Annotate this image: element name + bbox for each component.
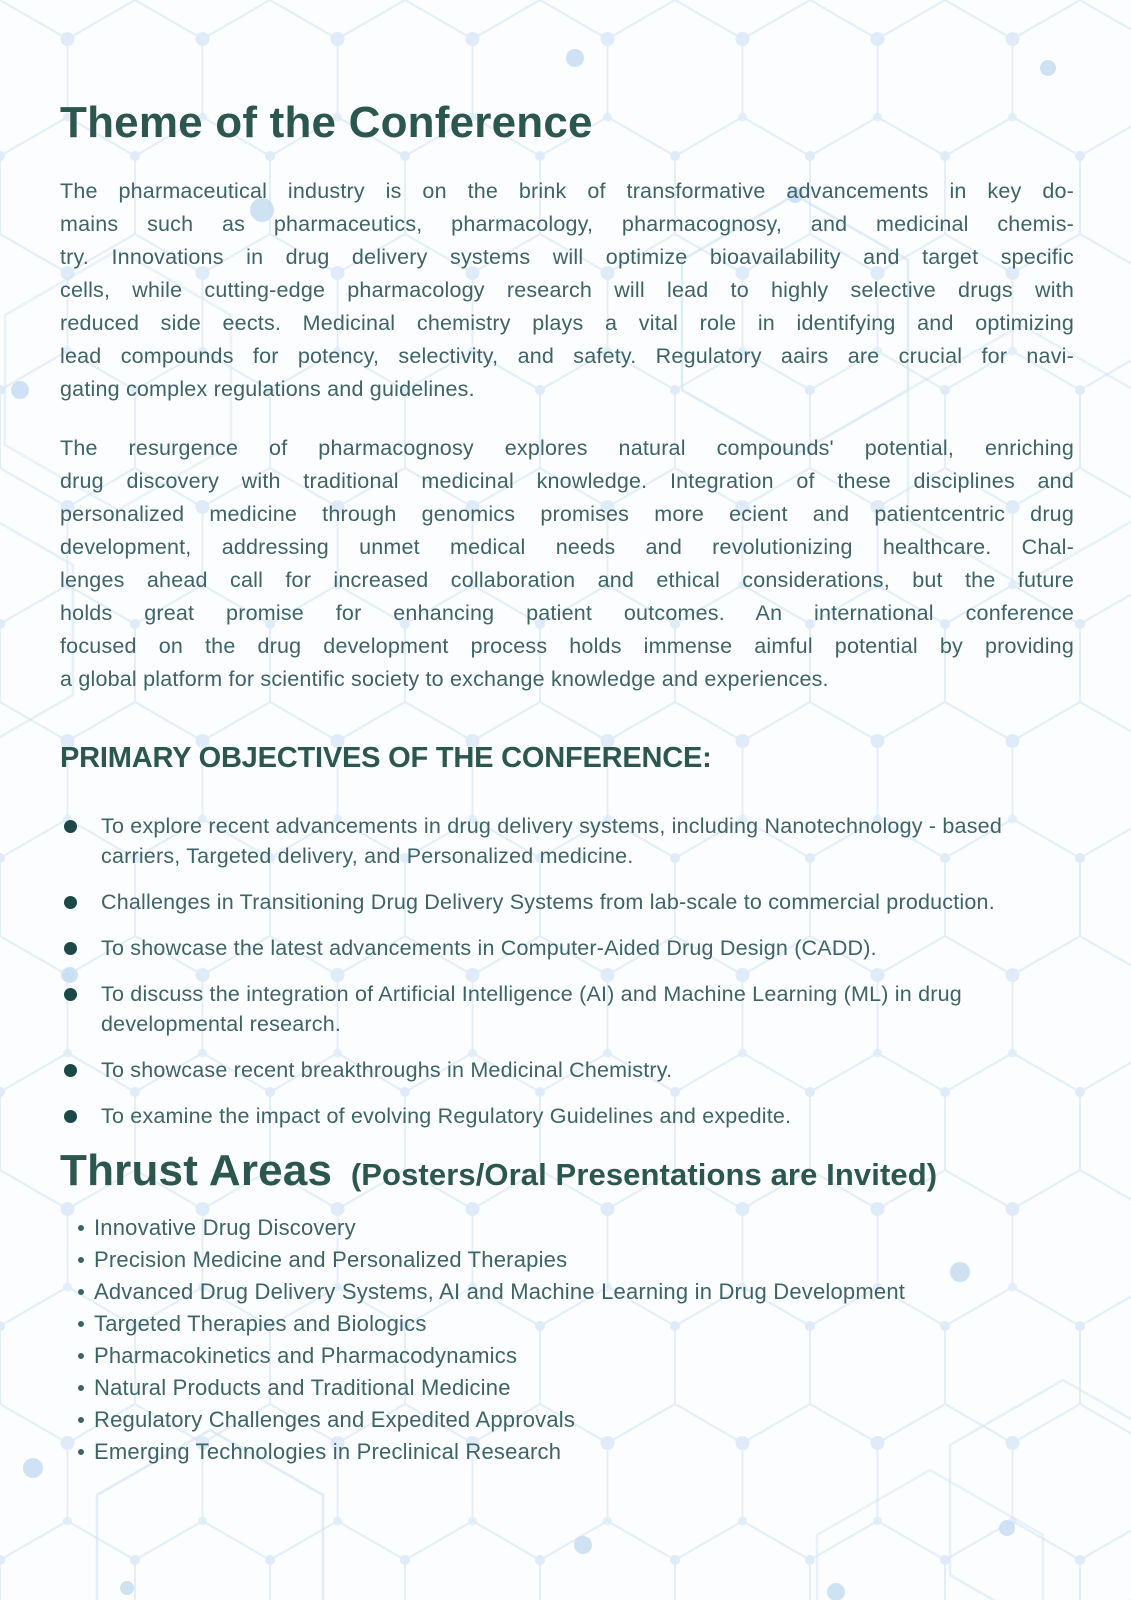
bullet-dot-icon (64, 942, 77, 955)
paragraph-line: drug discovery with traditional medicinal knowledge. Integration of these disciplines and (60, 469, 1074, 494)
primary-objectives-heading: PRIMARY OBJECTIVES OF THE CONFERENCE: (60, 742, 712, 775)
objective-text: Challenges in Transitioning Drug Delivery Systems from lab-scale to commercial production. (101, 890, 995, 915)
paragraph-line: lenges ahead call for increased collaboration and ethical considerations, but the future (60, 568, 1074, 593)
bullet-dot-icon (64, 1110, 77, 1123)
bullet-dot-icon (64, 896, 77, 909)
paragraph-line: The resurgence of pharmacognosy explores natural compounds' potential, enriching (60, 436, 1074, 461)
paragraph-line: lead compounds for potency, selectivity, and safety. Regulatory aairs are crucial for navi- (60, 344, 1074, 369)
thrust-areas-list (60, 1212, 1074, 1468)
paragraph-line: personalized medicine through genomics promises more ecient and patientcentric drug (60, 502, 1074, 527)
paragraph-line: cells, while cutting-edge pharmacology research will lead to highly selective drugs with (60, 278, 1074, 303)
thrust-area-item (78, 1276, 1074, 1308)
bullet-icon (78, 1257, 84, 1263)
bullet-icon (78, 1225, 84, 1231)
objective-text: To showcase the latest advancements in Computer-Aided Drug Design (CADD). (101, 936, 877, 961)
intro-paragraph-2 (60, 432, 1074, 696)
thrust-area-text: Regulatory Challenges and Expedited Approvals (94, 1406, 576, 1432)
thrust-area-item (78, 1244, 1074, 1276)
paragraph-line: gating complex regulations and guidelines. (60, 377, 475, 402)
thrust-area-item (78, 1212, 1074, 1244)
thrust-area-item (78, 1436, 1074, 1468)
thrust-area-item (78, 1308, 1074, 1340)
thrust-area-text: Emerging Technologies in Preclinical Research (94, 1438, 562, 1464)
thrust-area-item (78, 1340, 1074, 1372)
objective-text: To showcase recent breakthroughs in Medicinal Chemistry. (101, 1058, 673, 1083)
thrust-area-item (78, 1404, 1074, 1436)
paragraph-line: holds great promise for enhancing patient outcomes. An international conference (60, 601, 1074, 626)
thrust-areas-title: Thrust Areas (60, 1146, 333, 1196)
bullet-icon (78, 1321, 84, 1327)
bullet-icon (78, 1385, 84, 1391)
paragraph-line: a global platform for scientific society to exchange knowledge and experiences. (60, 667, 829, 692)
bullet-dot-icon (64, 820, 77, 833)
paragraph-line: The pharmaceutical industry is on the brink of transformative advancements in key do- (60, 179, 1074, 204)
bullet-icon (78, 1449, 84, 1455)
objective-text: To explore recent advancements in drug delivery systems, including Nanotechnology - based carriers, Targeted delivery, and Personalized medicine. (101, 814, 1002, 869)
thrust-area-text: Natural Products and Traditional Medicine (94, 1374, 511, 1400)
objective-text: To examine the impact of evolving Regulatory Guidelines and expedite. (101, 1104, 792, 1129)
thrust-areas-heading (60, 1147, 1074, 1195)
objective-item (60, 887, 1074, 917)
bullet-icon (78, 1289, 84, 1295)
objective-text: To discuss the integration of Artificial Intelligence (AI) and Machine Learning (ML) in drug developmental research. (101, 982, 962, 1037)
thrust-areas-subtitle: (Posters/Oral Presentations are Invited) (350, 1157, 938, 1193)
page-title: Theme of the Conference (60, 98, 593, 147)
thrust-area-text: Targeted Therapies and Biologics (94, 1310, 427, 1336)
bullet-dot-icon (64, 988, 77, 1001)
bullet-icon (78, 1353, 84, 1359)
thrust-area-item (78, 1372, 1074, 1404)
bullet-icon (78, 1417, 84, 1423)
bullet-dot-icon (64, 1064, 77, 1077)
objective-item (60, 811, 1074, 871)
paragraph-line: try. Innovations in drug delivery systems will optimize bioavailability and target specific (60, 245, 1074, 270)
thrust-area-text: Pharmacokinetics and Pharmacodynamics (94, 1342, 518, 1368)
thrust-area-text: Innovative Drug Discovery (94, 1214, 356, 1240)
objectives-list (60, 811, 1074, 1131)
paragraph-line: reduced side eects. Medicinal chemistry plays a vital role in identifying and optimizing (60, 311, 1074, 336)
paragraph-line: focused on the drug development process holds immense aimful potential by providing (60, 634, 1074, 659)
objective-item (60, 979, 1074, 1039)
thrust-area-text: Precision Medicine and Personalized Therapies (94, 1246, 568, 1272)
objective-item (60, 933, 1074, 963)
paragraph-line: mains such as pharmaceutics, pharmacology, pharmacognosy, and medicinal chemis- (60, 212, 1074, 237)
paragraph-line: development, addressing unmet medical needs and revolutionizing healthcare. Chal- (60, 535, 1074, 560)
objective-item (60, 1055, 1074, 1085)
intro-paragraph-1 (60, 175, 1074, 406)
thrust-area-text: Advanced Drug Delivery Systems, AI and Machine Learning in Drug Development (94, 1278, 906, 1304)
objective-item (60, 1101, 1074, 1131)
